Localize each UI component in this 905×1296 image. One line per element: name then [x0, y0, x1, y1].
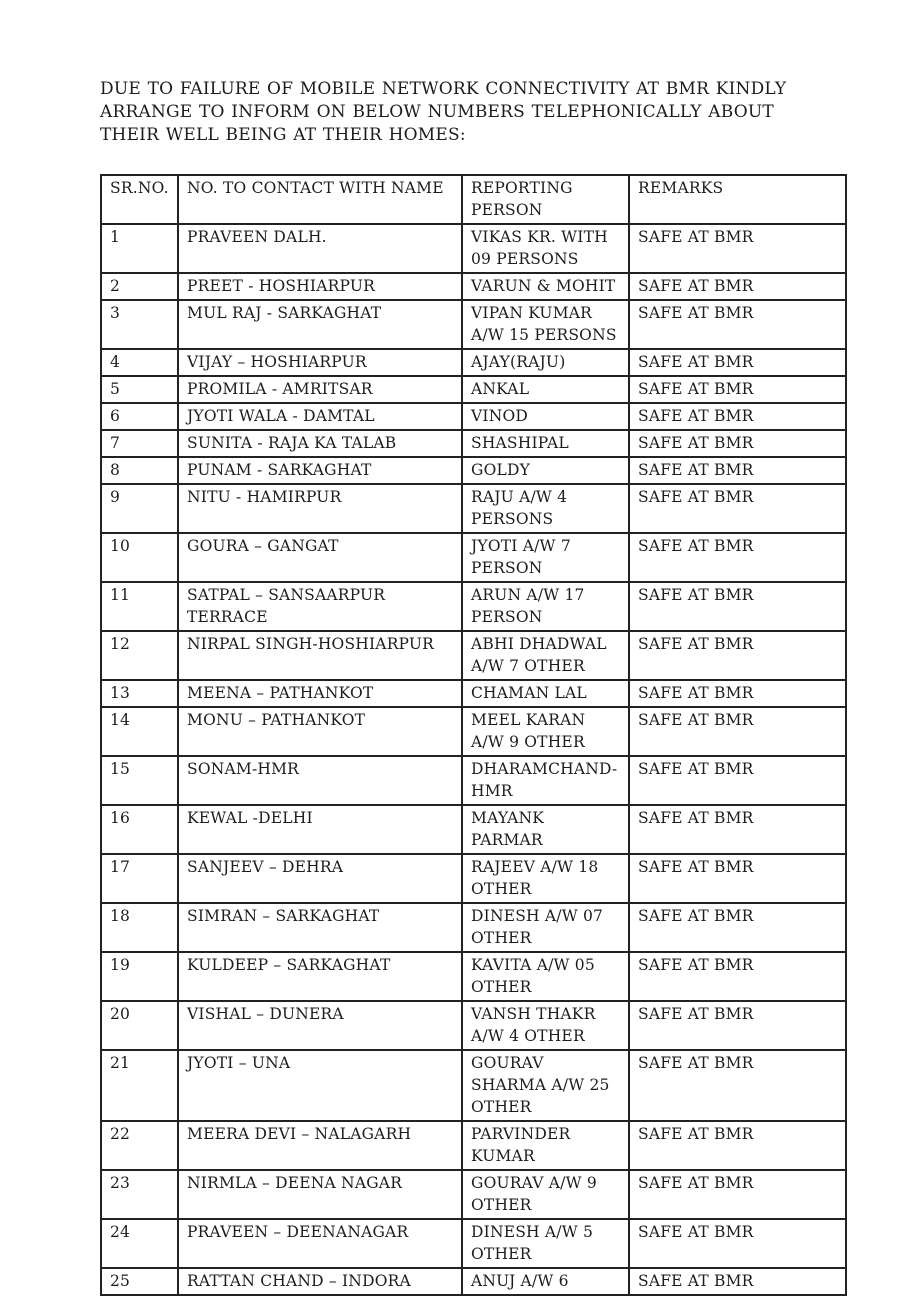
table-row	[101, 1170, 846, 1219]
contact-name-cell: VIJAY – HOSHIARPUR	[178, 349, 462, 376]
sr-no-cell: 7	[101, 430, 178, 457]
reporting-person-cell: ABHI DHADWAL A/W 7 OTHER	[462, 631, 629, 680]
contact-name-cell: JYOTI WALA - DAMTAL	[178, 403, 462, 430]
sr-no-cell: 17	[101, 854, 178, 903]
reporting-person-cell: AJAY(RAJU)	[462, 349, 629, 376]
sr-no-cell: 9	[101, 484, 178, 533]
table-row	[101, 582, 846, 631]
remarks-cell: SAFE AT BMR	[629, 533, 846, 582]
table-row	[101, 403, 846, 430]
contact-name-cell: GOURA – GANGAT	[178, 533, 462, 582]
header-remarks: REMARKS	[629, 175, 846, 224]
remarks-cell: SAFE AT BMR	[629, 805, 846, 854]
remarks-cell: SAFE AT BMR	[629, 484, 846, 533]
remarks-cell: SAFE AT BMR	[629, 224, 846, 273]
table-row	[101, 300, 846, 349]
sr-no-cell: 25	[101, 1268, 178, 1295]
header-reporting-person: REPORTING PERSON	[462, 175, 629, 224]
header-sr-no: SR.NO.	[101, 175, 178, 224]
contact-name-cell: NITU - HAMIRPUR	[178, 484, 462, 533]
sr-no-cell: 19	[101, 952, 178, 1001]
table-row	[101, 533, 846, 582]
contact-name-cell: PRAVEEN – DEENANAGAR	[178, 1219, 462, 1268]
intro-paragraph: DUE TO FAILURE OF MOBILE NETWORK CONNECTIVITY AT BMR KINDLY ARRANGE TO INFORM ON BELOW NUMBERS TELEPHONICALLY ABOUT THEIR WELL BEING AT THEIR HOMES:	[100, 79, 787, 145]
reporting-person-cell: ARUN A/W 17 PERSON	[462, 582, 629, 631]
reporting-person-cell: GOURAV A/W 9 OTHER	[462, 1170, 629, 1219]
remarks-cell: SAFE AT BMR	[629, 680, 846, 707]
sr-no-cell: 4	[101, 349, 178, 376]
reporting-person-cell: KAVITA A/W 05 OTHER	[462, 952, 629, 1001]
table-row	[101, 952, 846, 1001]
reporting-person-cell: DHARAMCHAND-HMR	[462, 756, 629, 805]
contact-name-cell: PRAVEEN DALH.	[178, 224, 462, 273]
remarks-cell: SAFE AT BMR	[629, 430, 846, 457]
table-row	[101, 631, 846, 680]
contact-name-cell: KULDEEP – SARKAGHAT	[178, 952, 462, 1001]
reporting-person-cell: GOLDY	[462, 457, 629, 484]
sr-no-cell: 24	[101, 1219, 178, 1268]
contact-name-cell: MONU – PATHANKOT	[178, 707, 462, 756]
sr-no-cell: 18	[101, 903, 178, 952]
reporting-person-cell: ANKAL	[462, 376, 629, 403]
contact-name-cell: SIMRAN – SARKAGHAT	[178, 903, 462, 952]
header-contact-name: NO. TO CONTACT WITH NAME	[178, 175, 462, 224]
sr-no-cell: 1	[101, 224, 178, 273]
reporting-person-cell: DINESH A/W 07 OTHER	[462, 903, 629, 952]
contact-table	[100, 174, 847, 1296]
reporting-person-cell: ANUJ A/W 6	[462, 1268, 629, 1295]
table-row	[101, 273, 846, 300]
contact-name-cell: PUNAM - SARKAGHAT	[178, 457, 462, 484]
remarks-cell: SAFE AT BMR	[629, 1050, 846, 1121]
reporting-person-cell: VINOD	[462, 403, 629, 430]
reporting-person-cell: PARVINDER KUMAR	[462, 1121, 629, 1170]
reporting-person-cell: RAJEEV A/W 18 OTHER	[462, 854, 629, 903]
remarks-cell: SAFE AT BMR	[629, 273, 846, 300]
sr-no-cell: 13	[101, 680, 178, 707]
contact-table-header	[101, 175, 846, 224]
remarks-cell: SAFE AT BMR	[629, 403, 846, 430]
table-row	[101, 430, 846, 457]
contact-name-cell: SATPAL – SANSAARPUR TERRACE	[178, 582, 462, 631]
remarks-cell: SAFE AT BMR	[629, 1121, 846, 1170]
table-row	[101, 1268, 846, 1295]
sr-no-cell: 11	[101, 582, 178, 631]
remarks-cell: SAFE AT BMR	[629, 376, 846, 403]
remarks-cell: SAFE AT BMR	[629, 300, 846, 349]
reporting-person-cell: VANSH THAKR A/W 4 OTHER	[462, 1001, 629, 1050]
sr-no-cell: 16	[101, 805, 178, 854]
remarks-cell: SAFE AT BMR	[629, 1268, 846, 1295]
table-row	[101, 707, 846, 756]
contact-name-cell: KEWAL -DELHI	[178, 805, 462, 854]
reporting-person-cell: MEEL KARAN A/W 9 OTHER	[462, 707, 629, 756]
table-row	[101, 376, 846, 403]
sr-no-cell: 2	[101, 273, 178, 300]
sr-no-cell: 15	[101, 756, 178, 805]
remarks-cell: SAFE AT BMR	[629, 903, 846, 952]
contact-name-cell: SANJEEV – DEHRA	[178, 854, 462, 903]
reporting-person-cell: VIKAS KR. WITH 09 PERSONS	[462, 224, 629, 273]
reporting-person-cell: CHAMAN LAL	[462, 680, 629, 707]
contact-name-cell: PROMILA - AMRITSAR	[178, 376, 462, 403]
reporting-person-cell: SHASHIPAL	[462, 430, 629, 457]
contact-name-cell: MEERA DEVI – NALAGARH	[178, 1121, 462, 1170]
table-row	[101, 680, 846, 707]
table-row	[101, 484, 846, 533]
table-row	[101, 756, 846, 805]
contact-table-body	[101, 224, 846, 1295]
reporting-person-cell: DINESH A/W 5 OTHER	[462, 1219, 629, 1268]
remarks-cell: SAFE AT BMR	[629, 631, 846, 680]
remarks-cell: SAFE AT BMR	[629, 1170, 846, 1219]
reporting-person-cell: RAJU A/W 4 PERSONS	[462, 484, 629, 533]
table-row	[101, 457, 846, 484]
remarks-cell: SAFE AT BMR	[629, 349, 846, 376]
contact-name-cell: VISHAL – DUNERA	[178, 1001, 462, 1050]
contact-name-cell: NIRPAL SINGH-HOSHIARPUR	[178, 631, 462, 680]
contact-name-cell: RATTAN CHAND – INDORA	[178, 1268, 462, 1295]
table-row	[101, 1219, 846, 1268]
header-row	[101, 175, 846, 224]
table-row	[101, 1050, 846, 1121]
table-row	[101, 805, 846, 854]
remarks-cell: SAFE AT BMR	[629, 457, 846, 484]
contact-name-cell: SUNITA - RAJA KA TALAB	[178, 430, 462, 457]
remarks-cell: SAFE AT BMR	[629, 952, 846, 1001]
reporting-person-cell: GOURAV SHARMA A/W 25 OTHER	[462, 1050, 629, 1121]
table-row	[101, 349, 846, 376]
remarks-cell: SAFE AT BMR	[629, 707, 846, 756]
table-row	[101, 1121, 846, 1170]
sr-no-cell: 21	[101, 1050, 178, 1121]
contact-name-cell: MUL RAJ - SARKAGHAT	[178, 300, 462, 349]
remarks-cell: SAFE AT BMR	[629, 1219, 846, 1268]
reporting-person-cell: MAYANK PARMAR	[462, 805, 629, 854]
remarks-cell: SAFE AT BMR	[629, 854, 846, 903]
remarks-cell: SAFE AT BMR	[629, 756, 846, 805]
sr-no-cell: 20	[101, 1001, 178, 1050]
table-row	[101, 903, 846, 952]
contact-name-cell: PREET - HOSHIARPUR	[178, 273, 462, 300]
reporting-person-cell: VARUN & MOHIT	[462, 273, 629, 300]
sr-no-cell: 23	[101, 1170, 178, 1219]
contact-name-cell: SONAM-HMR	[178, 756, 462, 805]
sr-no-cell: 5	[101, 376, 178, 403]
contact-name-cell: MEENA – PATHANKOT	[178, 680, 462, 707]
sr-no-cell: 10	[101, 533, 178, 582]
sr-no-cell: 3	[101, 300, 178, 349]
remarks-cell: SAFE AT BMR	[629, 582, 846, 631]
sr-no-cell: 6	[101, 403, 178, 430]
reporting-person-cell: JYOTI A/W 7 PERSON	[462, 533, 629, 582]
sr-no-cell: 14	[101, 707, 178, 756]
sr-no-cell: 8	[101, 457, 178, 484]
table-row	[101, 224, 846, 273]
sr-no-cell: 12	[101, 631, 178, 680]
remarks-cell: SAFE AT BMR	[629, 1001, 846, 1050]
table-row	[101, 1001, 846, 1050]
table-row	[101, 854, 846, 903]
sr-no-cell: 22	[101, 1121, 178, 1170]
contact-name-cell: JYOTI – UNA	[178, 1050, 462, 1121]
reporting-person-cell: VIPAN KUMAR A/W 15 PERSONS	[462, 300, 629, 349]
contact-name-cell: NIRMLA – DEENA NAGAR	[178, 1170, 462, 1219]
